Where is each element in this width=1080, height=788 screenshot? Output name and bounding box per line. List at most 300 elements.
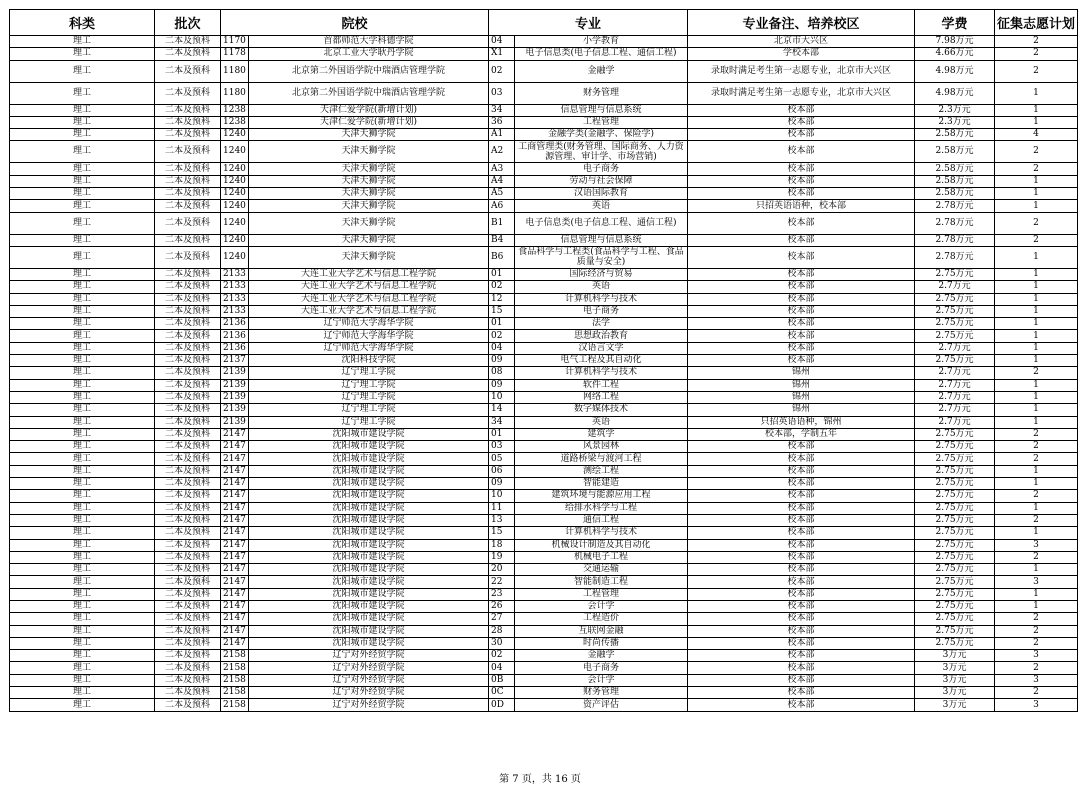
table-body: [10, 36, 1078, 712]
cell-category: 理工: [10, 637, 155, 649]
cell-tuition: 2.3万元: [915, 104, 995, 116]
cell-notes: 锦州: [688, 379, 915, 391]
cell-school-name: 北京第二外国语学院中瑞酒店管理学院: [249, 82, 489, 104]
cell-major-name: 食品科学与工程类(食品科学与工程、食品质量与安全): [515, 246, 688, 268]
cell-notes: 只招英语语种，锦州: [688, 416, 915, 428]
cell-school-code: 1240: [221, 163, 249, 175]
cell-major-code: 01: [489, 318, 515, 330]
cell-plan: 2: [995, 234, 1078, 246]
cell-major-code: 26: [489, 600, 515, 612]
cell-category: 理工: [10, 478, 155, 490]
cell-tuition: 2.75万元: [915, 465, 995, 477]
table-row: [10, 82, 1078, 104]
cell-plan: 3: [995, 539, 1078, 551]
cell-plan: 2: [995, 36, 1078, 48]
cell-major-name: 会计学: [515, 600, 688, 612]
cell-major-name: 建筑环境与能源应用工程: [515, 490, 688, 502]
cell-plan: 1: [995, 600, 1078, 612]
cell-school-name: 沈阳城市建设学院: [249, 527, 489, 539]
cell-notes: 北京市大兴区: [688, 36, 915, 48]
table-row: [10, 48, 1078, 60]
cell-category: 理工: [10, 141, 155, 163]
cell-tuition: 2.75万元: [915, 613, 995, 625]
cell-major-name: 计算机科学与技术: [515, 367, 688, 379]
cell-notes: 校本部: [688, 318, 915, 330]
cell-batch: 二本及预科: [155, 674, 221, 686]
table-row: [10, 428, 1078, 440]
table-row: [10, 175, 1078, 187]
cell-plan: 1: [995, 379, 1078, 391]
cell-major-name: 财务管理: [515, 687, 688, 699]
cell-major-name: 工程管理: [515, 116, 688, 128]
cell-plan: 1: [995, 342, 1078, 354]
cell-batch: 二本及预科: [155, 330, 221, 342]
table-row: [10, 355, 1078, 367]
cell-category: 理工: [10, 293, 155, 305]
cell-notes: 校本部: [688, 637, 915, 649]
cell-major-code: 23: [489, 588, 515, 600]
cell-major-name: 资产评估: [515, 699, 688, 711]
cell-major-code: 02: [489, 650, 515, 662]
cell-batch: 二本及预科: [155, 625, 221, 637]
cell-major-name: 智能建造: [515, 478, 688, 490]
cell-tuition: 2.75万元: [915, 539, 995, 551]
cell-category: 理工: [10, 212, 155, 234]
cell-tuition: 2.75万元: [915, 588, 995, 600]
cell-batch: 二本及预科: [155, 367, 221, 379]
header-batch: 批次: [155, 10, 221, 36]
table-row: [10, 650, 1078, 662]
cell-tuition: 2.7万元: [915, 342, 995, 354]
cell-category: 理工: [10, 188, 155, 200]
table-row: [10, 116, 1078, 128]
cell-category: 理工: [10, 116, 155, 128]
cell-tuition: 4.66万元: [915, 48, 995, 60]
cell-plan: 3: [995, 576, 1078, 588]
table-row: [10, 551, 1078, 563]
cell-notes: 校本部: [688, 662, 915, 674]
cell-category: 理工: [10, 330, 155, 342]
cell-school-name: 辽宁理工学院: [249, 391, 489, 403]
cell-batch: 二本及预科: [155, 416, 221, 428]
cell-school-code: 2147: [221, 453, 249, 465]
cell-major-name: 工程造价: [515, 613, 688, 625]
header-row: [10, 10, 1078, 36]
cell-plan: 1: [995, 527, 1078, 539]
table-row: [10, 129, 1078, 141]
cell-major-code: 30: [489, 637, 515, 649]
cell-school-name: 辽宁师范大学海华学院: [249, 342, 489, 354]
cell-major-code: 06: [489, 465, 515, 477]
cell-category: 理工: [10, 650, 155, 662]
cell-plan: 1: [995, 404, 1078, 416]
cell-major-name: 汉语言文学: [515, 342, 688, 354]
cell-school-name: 沈阳城市建设学院: [249, 588, 489, 600]
cell-tuition: 2.7万元: [915, 379, 995, 391]
cell-school-name: 天津天狮学院: [249, 246, 489, 268]
cell-major-name: 思想政治教育: [515, 330, 688, 342]
cell-category: 理工: [10, 391, 155, 403]
cell-batch: 二本及预科: [155, 576, 221, 588]
cell-major-code: 12: [489, 293, 515, 305]
cell-tuition: 2.75万元: [915, 318, 995, 330]
cell-plan: 2: [995, 551, 1078, 563]
cell-plan: 2: [995, 637, 1078, 649]
cell-batch: 二本及预科: [155, 129, 221, 141]
cell-school-code: 1240: [221, 129, 249, 141]
cell-category: 理工: [10, 234, 155, 246]
cell-major-code: A1: [489, 129, 515, 141]
cell-major-code: 0C: [489, 687, 515, 699]
cell-batch: 二本及预科: [155, 355, 221, 367]
cell-category: 理工: [10, 539, 155, 551]
cell-plan: 3: [995, 699, 1078, 711]
cell-major-name: 电子商务: [515, 163, 688, 175]
cell-category: 理工: [10, 246, 155, 268]
cell-major-name: 软件工程: [515, 379, 688, 391]
table-row: [10, 281, 1078, 293]
table-row: [10, 478, 1078, 490]
cell-school-name: 沈阳城市建设学院: [249, 465, 489, 477]
cell-category: 理工: [10, 600, 155, 612]
cell-major-name: 通信工程: [515, 514, 688, 526]
cell-tuition: 2.78万元: [915, 200, 995, 212]
cell-tuition: 2.75万元: [915, 600, 995, 612]
cell-school-code: 1240: [221, 246, 249, 268]
cell-school-code: 2147: [221, 588, 249, 600]
header-notes-campus: 专业备注、培养校区: [688, 10, 915, 36]
cell-notes: 只招英语语种，校本部: [688, 200, 915, 212]
cell-tuition: 2.75万元: [915, 330, 995, 342]
cell-tuition: 2.78万元: [915, 234, 995, 246]
cell-major-name: 智能制造工程: [515, 576, 688, 588]
cell-school-name: 天津天狮学院: [249, 141, 489, 163]
cell-plan: 1: [995, 478, 1078, 490]
cell-school-name: 沈阳城市建设学院: [249, 551, 489, 563]
cell-tuition: 2.7万元: [915, 367, 995, 379]
cell-notes: 校本部: [688, 625, 915, 637]
cell-school-name: 辽宁师范大学海华学院: [249, 330, 489, 342]
table-row: [10, 268, 1078, 280]
table-row: [10, 188, 1078, 200]
cell-notes: 校本部: [688, 699, 915, 711]
cell-tuition: 2.58万元: [915, 141, 995, 163]
table-row: [10, 367, 1078, 379]
table-row: [10, 104, 1078, 116]
cell-major-code: 04: [489, 342, 515, 354]
cell-major-name: 时尚传播: [515, 637, 688, 649]
cell-category: 理工: [10, 379, 155, 391]
cell-major-name: 计算机科学与技术: [515, 527, 688, 539]
cell-school-name: 辽宁理工学院: [249, 367, 489, 379]
cell-major-code: 09: [489, 379, 515, 391]
cell-category: 理工: [10, 490, 155, 502]
table-row: [10, 490, 1078, 502]
cell-school-code: 2147: [221, 478, 249, 490]
cell-tuition: 2.75万元: [915, 514, 995, 526]
cell-school-name: 天津天狮学院: [249, 163, 489, 175]
cell-school-name: 沈阳城市建设学院: [249, 625, 489, 637]
cell-school-name: 沈阳城市建设学院: [249, 441, 489, 453]
table-row: [10, 200, 1078, 212]
table-row: [10, 60, 1078, 82]
header-school: 院校: [221, 10, 489, 36]
cell-category: 理工: [10, 428, 155, 440]
cell-category: 理工: [10, 318, 155, 330]
cell-school-code: 2136: [221, 330, 249, 342]
cell-major-name: 交通运输: [515, 564, 688, 576]
cell-plan: 1: [995, 465, 1078, 477]
cell-category: 理工: [10, 200, 155, 212]
cell-plan: 2: [995, 662, 1078, 674]
cell-notes: 校本部，学制五年: [688, 428, 915, 440]
cell-tuition: 2.75万元: [915, 428, 995, 440]
cell-school-code: 2133: [221, 268, 249, 280]
cell-plan: 1: [995, 391, 1078, 403]
table-row: [10, 625, 1078, 637]
cell-major-name: 电子商务: [515, 662, 688, 674]
cell-category: 理工: [10, 305, 155, 317]
cell-tuition: 3万元: [915, 650, 995, 662]
cell-plan: 2: [995, 613, 1078, 625]
cell-notes: 录取时满足考生第一志愿专业，北京市大兴区: [688, 60, 915, 82]
cell-major-name: 机械电子工程: [515, 551, 688, 563]
cell-notes: 校本部: [688, 188, 915, 200]
cell-school-code: 2147: [221, 539, 249, 551]
cell-major-code: A4: [489, 175, 515, 187]
cell-major-name: 法学: [515, 318, 688, 330]
cell-school-code: 2139: [221, 379, 249, 391]
cell-batch: 二本及预科: [155, 490, 221, 502]
cell-school-name: 沈阳城市建设学院: [249, 600, 489, 612]
cell-batch: 二本及预科: [155, 141, 221, 163]
cell-school-name: 北京工业大学耿丹学院: [249, 48, 489, 60]
cell-category: 理工: [10, 48, 155, 60]
cell-tuition: 2.75万元: [915, 564, 995, 576]
cell-notes: 校本部: [688, 342, 915, 354]
cell-school-code: 1180: [221, 82, 249, 104]
cell-category: 理工: [10, 514, 155, 526]
cell-batch: 二本及预科: [155, 60, 221, 82]
cell-batch: 二本及预科: [155, 342, 221, 354]
cell-notes: 录取时满足考生第一志愿专业，北京市大兴区: [688, 82, 915, 104]
cell-school-name: 辽宁对外经贸学院: [249, 662, 489, 674]
cell-notes: 校本部: [688, 175, 915, 187]
cell-major-name: 信息管理与信息系统: [515, 104, 688, 116]
table-row: [10, 699, 1078, 711]
cell-plan: 1: [995, 104, 1078, 116]
cell-notes: 校本部: [688, 330, 915, 342]
cell-school-name: 辽宁对外经贸学院: [249, 650, 489, 662]
cell-major-code: 10: [489, 490, 515, 502]
cell-plan: 1: [995, 188, 1078, 200]
cell-category: 理工: [10, 465, 155, 477]
cell-major-code: 15: [489, 305, 515, 317]
cell-school-name: 天津天狮学院: [249, 175, 489, 187]
cell-major-code: 20: [489, 564, 515, 576]
admissions-table: [9, 9, 1078, 712]
cell-major-code: A3: [489, 163, 515, 175]
cell-major-name: 英语: [515, 281, 688, 293]
header-plan: 征集志愿计划: [995, 10, 1078, 36]
table-row: [10, 416, 1078, 428]
cell-school-code: 2133: [221, 281, 249, 293]
cell-plan: 1: [995, 200, 1078, 212]
cell-school-name: 辽宁理工学院: [249, 416, 489, 428]
cell-plan: 1: [995, 268, 1078, 280]
cell-school-code: 1240: [221, 200, 249, 212]
cell-school-name: 大连工业大学艺术与信息工程学院: [249, 305, 489, 317]
cell-notes: 校本部: [688, 246, 915, 268]
cell-major-code: 27: [489, 613, 515, 625]
cell-batch: 二本及预科: [155, 318, 221, 330]
cell-school-name: 大连工业大学艺术与信息工程学院: [249, 268, 489, 280]
cell-notes: 校本部: [688, 234, 915, 246]
cell-category: 理工: [10, 502, 155, 514]
cell-major-name: 风景园林: [515, 441, 688, 453]
cell-school-code: 1240: [221, 212, 249, 234]
cell-major-name: 英语: [515, 416, 688, 428]
cell-category: 理工: [10, 36, 155, 48]
cell-major-name: 网络工程: [515, 391, 688, 403]
cell-notes: 校本部: [688, 453, 915, 465]
cell-major-code: A6: [489, 200, 515, 212]
table-row: [10, 662, 1078, 674]
cell-category: 理工: [10, 564, 155, 576]
header-tuition: 学费: [915, 10, 995, 36]
cell-school-code: 1240: [221, 141, 249, 163]
cell-notes: 锦州: [688, 367, 915, 379]
table-row: [10, 305, 1078, 317]
cell-notes: 校本部: [688, 293, 915, 305]
table-row: [10, 212, 1078, 234]
cell-school-code: 2139: [221, 416, 249, 428]
cell-tuition: 2.75万元: [915, 637, 995, 649]
cell-major-code: 08: [489, 367, 515, 379]
cell-plan: 2: [995, 490, 1078, 502]
cell-major-name: 小学教育: [515, 36, 688, 48]
cell-batch: 二本及预科: [155, 465, 221, 477]
table-row: [10, 342, 1078, 354]
cell-major-code: 13: [489, 514, 515, 526]
cell-plan: 1: [995, 588, 1078, 600]
cell-plan: 2: [995, 141, 1078, 163]
cell-school-code: 2158: [221, 662, 249, 674]
cell-tuition: 3万元: [915, 662, 995, 674]
cell-category: 理工: [10, 342, 155, 354]
cell-school-code: 2133: [221, 305, 249, 317]
cell-major-code: 15: [489, 527, 515, 539]
cell-school-name: 辽宁师范大学海华学院: [249, 318, 489, 330]
cell-school-code: 2147: [221, 465, 249, 477]
cell-school-code: 2147: [221, 564, 249, 576]
cell-major-name: 电子信息类(电子信息工程、通信工程): [515, 212, 688, 234]
cell-school-code: 2136: [221, 342, 249, 354]
cell-category: 理工: [10, 576, 155, 588]
cell-major-code: 01: [489, 428, 515, 440]
cell-notes: 校本部: [688, 268, 915, 280]
cell-major-code: 18: [489, 539, 515, 551]
cell-major-name: 建筑学: [515, 428, 688, 440]
cell-school-name: 天津天狮学院: [249, 212, 489, 234]
cell-school-name: 大连工业大学艺术与信息工程学院: [249, 281, 489, 293]
cell-tuition: 2.7万元: [915, 281, 995, 293]
cell-school-name: 辽宁理工学院: [249, 379, 489, 391]
table-row: [10, 379, 1078, 391]
cell-category: 理工: [10, 404, 155, 416]
cell-school-code: 2147: [221, 600, 249, 612]
cell-notes: 校本部: [688, 674, 915, 686]
cell-school-code: 2147: [221, 551, 249, 563]
cell-major-name: 互联网金融: [515, 625, 688, 637]
cell-plan: 2: [995, 367, 1078, 379]
cell-major-name: 英语: [515, 200, 688, 212]
cell-batch: 二本及预科: [155, 246, 221, 268]
cell-tuition: 2.75万元: [915, 305, 995, 317]
cell-batch: 二本及预科: [155, 527, 221, 539]
cell-major-code: B4: [489, 234, 515, 246]
cell-major-code: 03: [489, 82, 515, 104]
cell-tuition: 2.78万元: [915, 246, 995, 268]
cell-tuition: 2.7万元: [915, 391, 995, 403]
cell-school-name: 天津天狮学院: [249, 188, 489, 200]
cell-school-name: 沈阳城市建设学院: [249, 576, 489, 588]
table-row: [10, 637, 1078, 649]
cell-batch: 二本及预科: [155, 478, 221, 490]
cell-major-code: 34: [489, 416, 515, 428]
cell-major-code: A5: [489, 188, 515, 200]
cell-major-code: 03: [489, 441, 515, 453]
table-row: [10, 588, 1078, 600]
cell-tuition: 2.75万元: [915, 441, 995, 453]
cell-school-code: 1238: [221, 104, 249, 116]
cell-tuition: 2.75万元: [915, 293, 995, 305]
cell-school-code: 1180: [221, 60, 249, 82]
cell-notes: 校本部: [688, 551, 915, 563]
cell-school-code: 1178: [221, 48, 249, 60]
cell-major-code: 05: [489, 453, 515, 465]
cell-tuition: 2.75万元: [915, 527, 995, 539]
cell-school-name: 沈阳城市建设学院: [249, 428, 489, 440]
cell-batch: 二本及预科: [155, 662, 221, 674]
cell-batch: 二本及预科: [155, 404, 221, 416]
cell-batch: 二本及预科: [155, 687, 221, 699]
cell-major-name: 测绘工程: [515, 465, 688, 477]
cell-notes: 校本部: [688, 576, 915, 588]
cell-category: 理工: [10, 527, 155, 539]
cell-batch: 二本及预科: [155, 502, 221, 514]
cell-tuition: 2.3万元: [915, 116, 995, 128]
cell-category: 理工: [10, 613, 155, 625]
cell-major-code: 11: [489, 502, 515, 514]
cell-plan: 3: [995, 650, 1078, 662]
cell-plan: 1: [995, 355, 1078, 367]
cell-major-code: 0D: [489, 699, 515, 711]
cell-notes: 校本部: [688, 441, 915, 453]
table-row: [10, 246, 1078, 268]
cell-school-code: 2147: [221, 625, 249, 637]
cell-notes: 锦州: [688, 391, 915, 403]
cell-major-code: B6: [489, 246, 515, 268]
cell-school-name: 沈阳城市建设学院: [249, 490, 489, 502]
cell-school-code: 2158: [221, 699, 249, 711]
cell-category: 理工: [10, 625, 155, 637]
cell-major-name: 劳动与社会保障: [515, 175, 688, 187]
cell-major-name: 汉语国际教育: [515, 188, 688, 200]
cell-batch: 二本及预科: [155, 163, 221, 175]
cell-major-code: 19: [489, 551, 515, 563]
cell-batch: 二本及预科: [155, 514, 221, 526]
